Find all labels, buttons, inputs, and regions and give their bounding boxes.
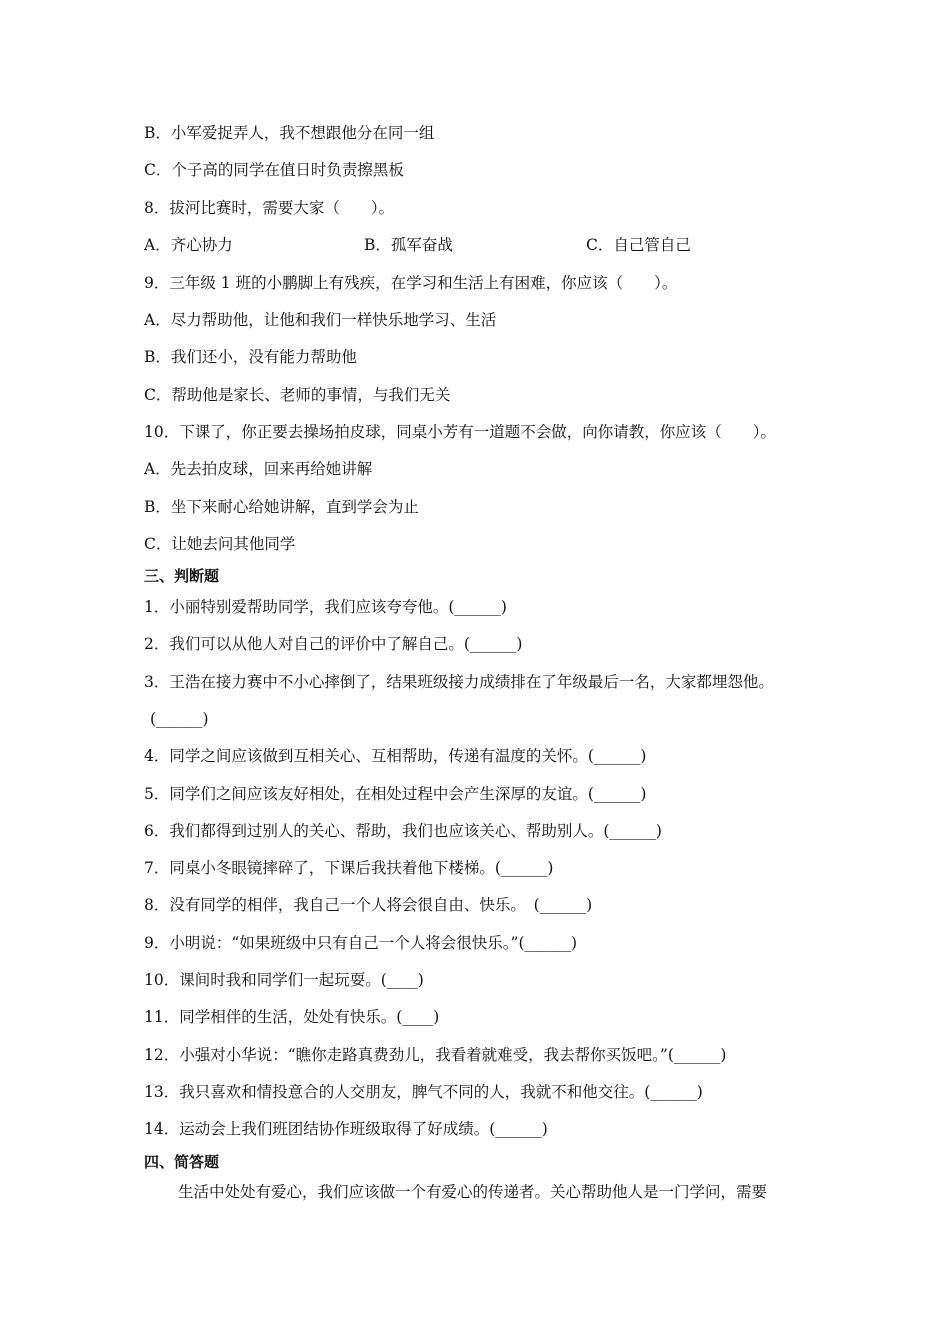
section4-title: 四、简答题 — [144, 1153, 220, 1171]
tf-item-2: 2．我们可以从他人对自己的评价中了解自己。(______) — [144, 635, 523, 653]
q8-option-c: C．自己管自己 — [586, 236, 691, 254]
q9-stem: 9．三年级 1 班的小鹏脚上有残疾，在学习和生活上有困难，你应该（ ）。 — [144, 274, 678, 292]
tf-item-7: 7．同桌小冬眼镜摔碎了，下课后我扶着他下楼梯。(______) — [144, 859, 554, 877]
q7-option-c: C．个子高的同学在值日时负责擦黑板 — [144, 161, 404, 179]
tf-item-10: 10．课间时我和同学们一起玩耍。(____) — [144, 971, 424, 989]
q10-stem: 10．下课了，你正要去操场拍皮球，同桌小芳有一道题不会做，向你请教，你应该（ ）。 — [144, 423, 776, 441]
q9-option-b: B．我们还小，没有能力帮助他 — [144, 348, 357, 366]
tf-item-5: 5．同学们之间应该友好相处，在相处过程中会产生深厚的友谊。(______) — [144, 785, 647, 803]
q10-option-a: A．先去拍皮球，回来再给她讲解 — [144, 460, 373, 478]
q8-stem: 8．拔河比赛时，需要大家（ ）。 — [144, 199, 395, 217]
tf-item-14: 14．运动会上我们班团结协作班级取得了好成绩。(______) — [144, 1120, 548, 1138]
tf-item-12: 12．小强对小华说：“瞧你走路真费劲儿，我看着就难受，我去帮你买饭吧。”(______) — [144, 1046, 727, 1064]
section4-paragraph: 生活中处处有爱心，我们应该做一个有爱心的传递者。关心帮助他人是一门学问，需要 — [178, 1183, 768, 1201]
tf-item-9: 9．小明说：“如果班级中只有自己一个人将会很快乐。”(______) — [144, 934, 578, 952]
q7-option-b: B．小军爱捉弄人，我不想跟他分在同一组 — [144, 124, 435, 142]
tf-item-1: 1．小丽特别爱帮助同学，我们应该夸夸他。(______) — [144, 598, 507, 616]
tf-item-3: 3．王浩在接力赛中不小心摔倒了，结果班级接力成绩排在了年级最后一名，大家都埋怨他。 — [144, 673, 774, 691]
tf-item-11: 11．同学相伴的生活，处处有快乐。(____) — [144, 1008, 440, 1026]
section3-title: 三、判断题 — [144, 567, 220, 585]
q9-option-c: C．帮助他是家长、老师的事情，与我们无关 — [144, 386, 451, 404]
tf-item-3-blank: (______) — [150, 710, 209, 728]
tf-item-13: 13．我只喜欢和情投意合的人交朋友，脾气不同的人，我就不和他交往。(______) — [144, 1083, 703, 1101]
q9-option-a: A．尽力帮助他，让他和我们一样快乐地学习、生活 — [144, 311, 497, 329]
q10-option-c: C．让她去问其他同学 — [144, 535, 296, 553]
q8-options — [144, 234, 691, 256]
q8-option-b: B．孤军奋战 — [364, 236, 453, 254]
tf-item-8: 8．没有同学的相伴，我自己一个人将会很自由、快乐。 (______) — [144, 896, 593, 914]
q10-option-b: B．坐下来耐心给她讲解，直到学会为止 — [144, 498, 419, 516]
q8-option-a: A．齐心协力 — [144, 236, 233, 254]
tf-item-4: 4．同学之间应该做到互相关心、互相帮助，传递有温度的关怀。(______) — [144, 747, 647, 765]
tf-item-6: 6．我们都得到过别人的关心、帮助，我们也应该关心、帮助别人。(______) — [144, 822, 662, 840]
